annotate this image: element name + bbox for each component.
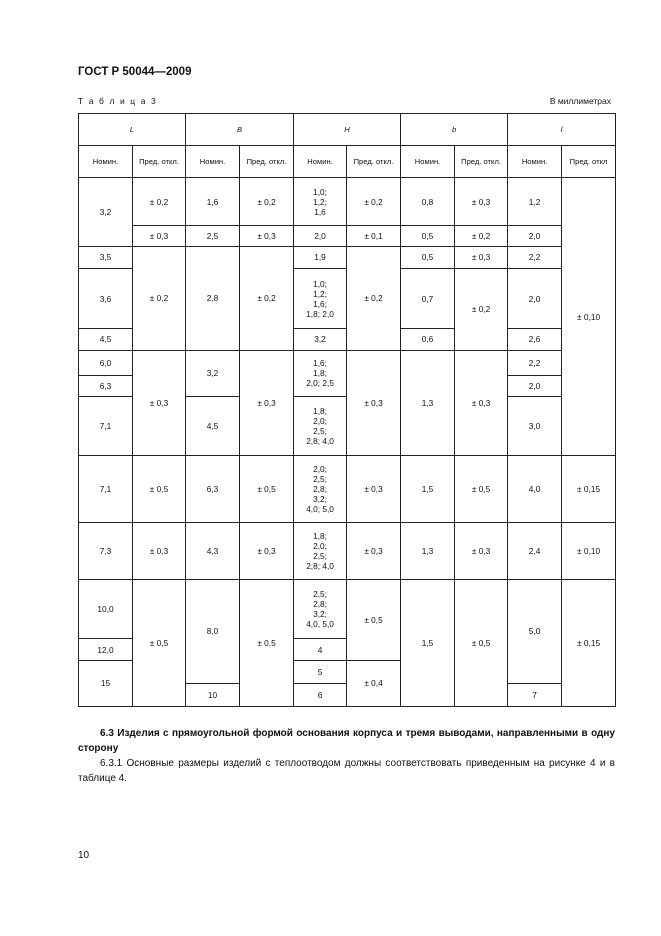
cell-B-deviation: ± 0,3 [240, 350, 294, 456]
cell-B-nominal: 3,2 [186, 350, 240, 396]
cell-L-nominal: 12,0 [79, 639, 133, 660]
cell-b-deviation: ± 0,3 [455, 522, 508, 579]
cell-b-nominal: 1,5 [401, 456, 455, 522]
cell-L-nominal: 6,0 [79, 350, 133, 375]
cell-B-nominal: 2,5 [186, 225, 240, 246]
cell-b-nominal: 0,8 [401, 178, 455, 225]
cell-B-deviation: ± 0,2 [240, 178, 294, 225]
table-row [79, 225, 616, 246]
cell-L-nominal: 7,3 [79, 522, 133, 579]
cell-L-deviation: ± 0,2 [133, 178, 186, 225]
section-title: 6.3 Изделия с прямоугольной формой основания корпуса и тремя выводами, направленными в одну сторону [78, 728, 615, 754]
cell-B-nominal: 4,5 [186, 396, 240, 455]
cell-b-nominal: 0,6 [401, 329, 455, 350]
sub-header-nominal: Номин. [186, 146, 240, 178]
cell-H-nominal: 2,5; 2,8; 3,2; 4,0, 5,0 [294, 580, 347, 639]
cell-L-deviation: ± 0,3 [133, 350, 186, 456]
cell-H-deviation: ± 0,3 [347, 456, 401, 522]
cell-L-nominal: 7,1 [79, 456, 133, 522]
cell-B-nominal: 2,8 [186, 246, 240, 350]
cell-H-deviation: ± 0,1 [347, 225, 401, 246]
cell-b-deviation: ± 0,2 [455, 269, 508, 351]
units-note: В миллиметрах [549, 96, 611, 106]
cell-b-nominal: 0,5 [401, 225, 455, 246]
cell-b-nominal: 1,3 [401, 350, 455, 456]
cell-L-nominal: 3,6 [79, 269, 133, 329]
cell-b-deviation: ± 0,5 [455, 580, 508, 707]
cell-B-deviation: ± 0,5 [240, 580, 294, 707]
cell-b-nominal: 0,5 [401, 246, 455, 268]
group-header-row [79, 114, 616, 146]
cell-L-nominal: 10,0 [79, 580, 133, 639]
cell-l-nominal: 2,0 [508, 225, 562, 246]
cell-l-nominal: 2,6 [508, 329, 562, 350]
cell-H-deviation: ± 0,3 [347, 350, 401, 456]
cell-b-deviation: ± 0,2 [455, 225, 508, 246]
cell-b-nominal: 1,5 [401, 580, 455, 707]
cell-b-deviation: ± 0,3 [455, 178, 508, 225]
cell-l-deviation: ± 0,10 [562, 522, 616, 579]
cell-l-deviation: ± 0,15 [562, 580, 616, 707]
cell-l-deviation: ± 0,15 [562, 456, 616, 522]
cell-b-deviation: ± 0,3 [455, 246, 508, 268]
body-paragraph: 6.3.1 Основные размеры изделий с теплоотводом должны соответствовать приведенным на рисунке 4 и в таблице 4. [78, 758, 615, 784]
sub-header-deviation: Пред. откл. [347, 146, 401, 178]
cell-B-nominal: 8,0 [186, 580, 240, 684]
cell-L-deviation: ± 0,2 [133, 246, 186, 350]
cell-l-nominal: 2,2 [508, 350, 562, 375]
cell-B-deviation: ± 0,3 [240, 522, 294, 579]
cell-l-nominal: 2,0 [508, 375, 562, 396]
sub-header-deviation: Пред. откл. [455, 146, 508, 178]
sub-header-deviation: Пред. откл. [133, 146, 186, 178]
cell-H-deviation: ± 0,3 [347, 522, 401, 579]
sub-header-nominal: Номин. [294, 146, 347, 178]
sub-header-deviation: Пред. откл. [240, 146, 294, 178]
cell-l-deviation: ± 0,10 [562, 178, 616, 456]
cell-H-nominal: 6 [294, 683, 347, 706]
table-row [79, 580, 616, 639]
sub-header-nominal: Номин. [508, 146, 562, 178]
cell-L-nominal: 3,2 [79, 178, 133, 246]
table-row [79, 246, 616, 268]
cell-L-deviation: ± 0,3 [133, 522, 186, 579]
cell-B-nominal: 1,6 [186, 178, 240, 225]
document-code: ГОСТ Р 50044—2009 [78, 66, 192, 78]
cell-l-nominal: 5,0 [508, 580, 562, 684]
sub-header-nominal: Номин. [79, 146, 133, 178]
table-row [79, 456, 616, 522]
cell-B-deviation: ± 0,5 [240, 456, 294, 522]
cell-B-nominal: 10 [186, 683, 240, 706]
group-header-l: l [508, 114, 616, 146]
sub-header-deviation: Пред. откл [562, 146, 616, 178]
cell-H-deviation: ± 0,4 [347, 660, 401, 706]
cell-l-nominal: 3,0 [508, 396, 562, 455]
cell-H-nominal: 2,0 [294, 225, 347, 246]
group-header-H: H [294, 114, 401, 146]
cell-H-nominal: 5 [294, 660, 347, 683]
cell-L-deviation: ± 0,5 [133, 580, 186, 707]
group-header-b: b [401, 114, 508, 146]
cell-H-nominal: 1,6; 1,8; 2,0; 2,5 [294, 350, 347, 396]
cell-H-nominal: 2,0; 2,5; 2,8; 3,2; 4,0; 5,0 [294, 456, 347, 522]
page-number: 10 [78, 850, 90, 861]
cell-L-deviation: ± 0,3 [133, 225, 186, 246]
cell-L-deviation: ± 0,5 [133, 456, 186, 522]
cell-L-nominal: 6,3 [79, 375, 133, 396]
cell-L-nominal: 3,5 [79, 246, 133, 268]
cell-B-nominal: 4,3 [186, 522, 240, 579]
group-header-L: L [79, 114, 186, 146]
cell-H-nominal: 3,2 [294, 329, 347, 350]
cell-L-nominal: 15 [79, 660, 133, 706]
cell-L-nominal: 7,1 [79, 396, 133, 455]
cell-b-nominal: 1,3 [401, 522, 455, 579]
table-row [79, 178, 616, 225]
table-row [79, 522, 616, 579]
table-row [79, 350, 616, 375]
table-caption: Т а б л и ц а 3 [78, 96, 158, 106]
cell-B-nominal: 6,3 [186, 456, 240, 522]
sub-header-nominal: Номин. [401, 146, 455, 178]
cell-b-deviation: ± 0,5 [455, 456, 508, 522]
cell-l-nominal: 2,2 [508, 246, 562, 268]
cell-l-nominal: 2,4 [508, 522, 562, 579]
sub-header-row [79, 146, 616, 178]
dimensions-table [78, 113, 616, 707]
cell-H-nominal: 1,0; 1,2; 1,6; 1,8; 2,0 [294, 269, 347, 329]
cell-L-nominal: 4,5 [79, 329, 133, 350]
cell-l-nominal: 4,0 [508, 456, 562, 522]
cell-H-nominal: 1,8; 2,0; 2,5; 2,8; 4,0 [294, 522, 347, 579]
group-header-B: B [186, 114, 294, 146]
cell-H-nominal: 1,9 [294, 246, 347, 268]
cell-l-nominal: 1,2 [508, 178, 562, 225]
cell-B-deviation: ± 0,3 [240, 225, 294, 246]
cell-b-nominal: 0,7 [401, 269, 455, 329]
cell-l-nominal: 7 [508, 683, 562, 706]
cell-b-deviation: ± 0,3 [455, 350, 508, 456]
cell-H-deviation: ± 0,2 [347, 246, 401, 350]
cell-H-deviation: ± 0,2 [347, 178, 401, 225]
cell-l-nominal: 2,0 [508, 269, 562, 329]
cell-H-nominal: 4 [294, 639, 347, 660]
cell-H-deviation: ± 0,5 [347, 580, 401, 661]
cell-H-nominal: 1,8; 2,0; 2,5; 2,8; 4,0 [294, 396, 347, 455]
cell-B-deviation: ± 0,2 [240, 246, 294, 350]
cell-H-nominal: 1,0; 1,2; 1,6 [294, 178, 347, 225]
